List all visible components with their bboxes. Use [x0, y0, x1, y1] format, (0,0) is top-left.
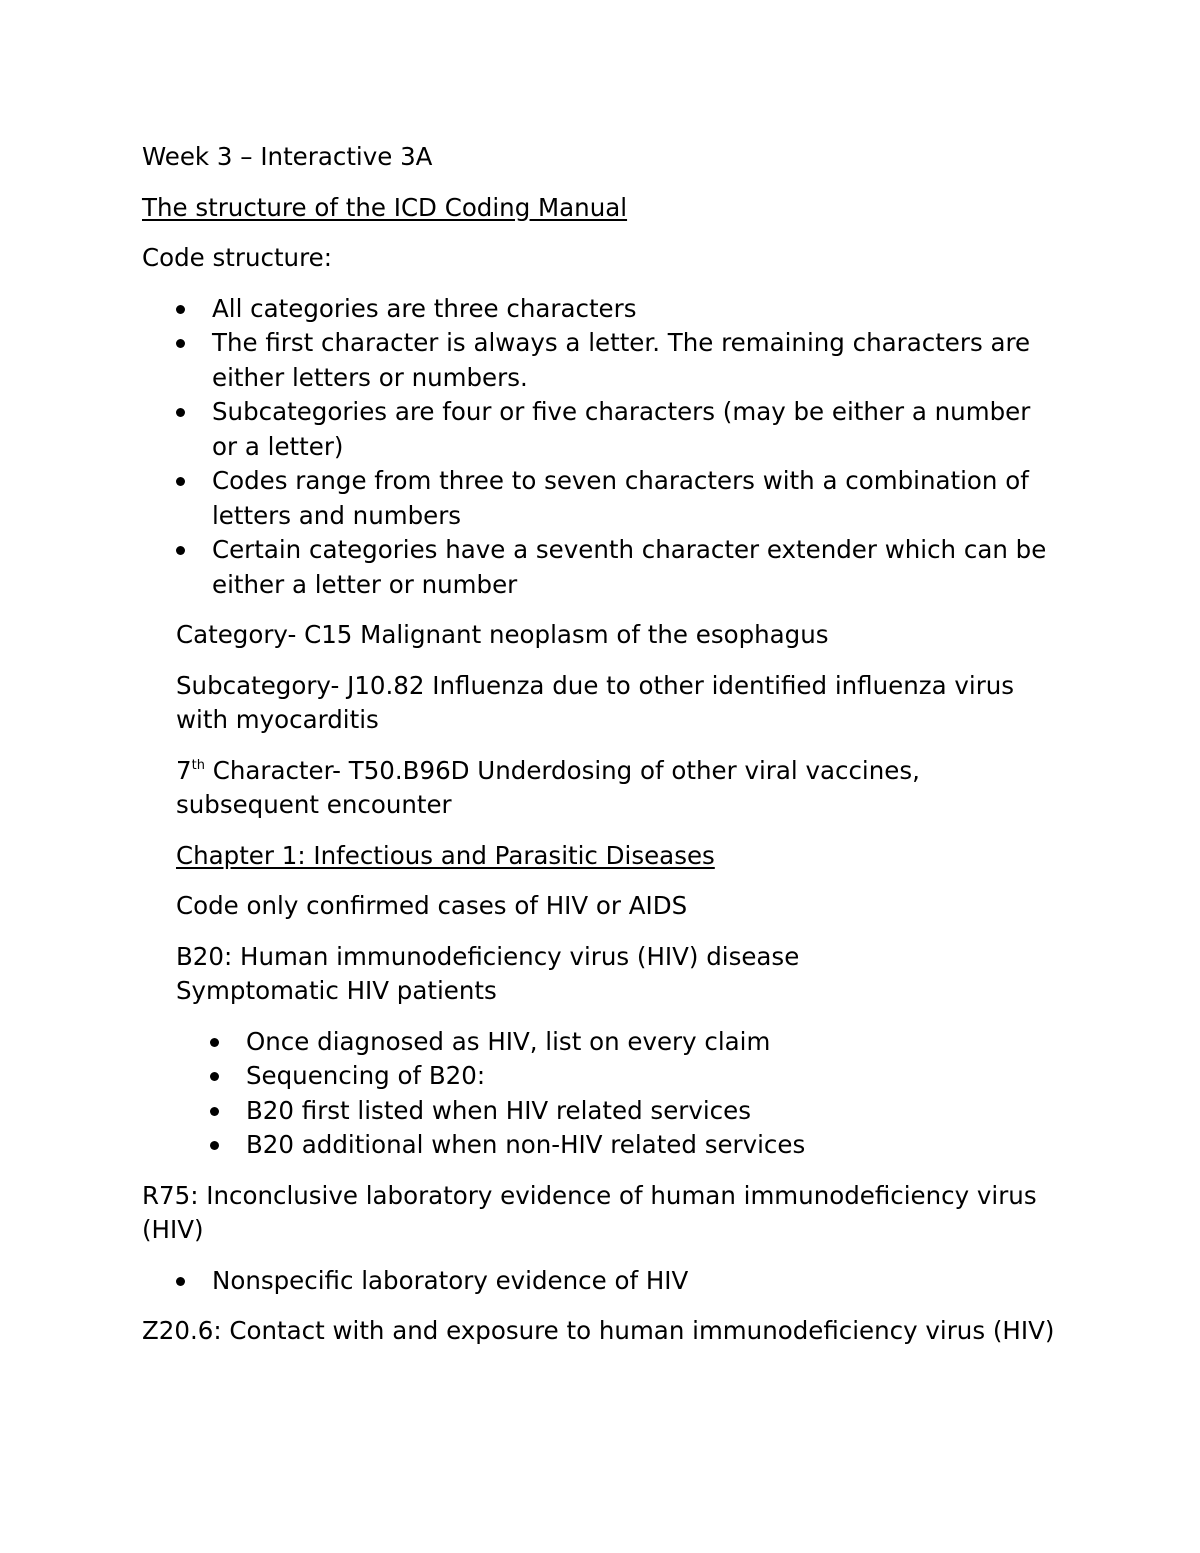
list-item: All categories are three characters: [142, 292, 1062, 327]
seventh-superscript: th: [191, 757, 205, 773]
example-seventh-character: [176, 754, 1062, 823]
chapter-heading: Chapter 1: Infectious and Parasitic Diseases: [176, 840, 715, 870]
code-structure-label: Code structure:: [142, 243, 332, 272]
section-heading: The structure of the ICD Coding Manual: [142, 192, 628, 222]
b20-list: [176, 1025, 1062, 1163]
list-item: B20 first listed when HIV related services: [176, 1094, 1062, 1129]
b20-line1: B20: Human immunodeficiency virus (HIV) disease: [176, 941, 800, 971]
list-item: Certain categories have a seventh character extender which can be either a letter or number: [142, 533, 1062, 602]
document-page: [142, 140, 1062, 1365]
list-item: Subcategories are four or five characters (may be either a number or a letter): [142, 395, 1062, 464]
b20-line2: Symptomatic HIV patients: [176, 976, 497, 1005]
seventh-rest: Character- T50.B96D Underdosing of other viral vaccines, subsequent encounter: [176, 755, 920, 819]
b20-paragraph: [176, 940, 1062, 1009]
list-item: The first character is always a letter. The remaining characters are either letters or numbers.: [142, 326, 1062, 395]
list-item: Sequencing of B20:: [176, 1059, 1062, 1094]
document-title: Week 3 – Interactive 3A: [142, 142, 433, 171]
example-category: Category- C15 Malignant neoplasm of the esophagus: [176, 620, 829, 649]
code-structure-list: [142, 292, 1062, 603]
list-item: Once diagnosed as HIV, list on every claim: [176, 1025, 1062, 1060]
z20-paragraph: Z20.6: Contact with and exposure to human immunodeficiency virus (HIV): [142, 1316, 1055, 1345]
list-item: B20 additional when non-HIV related services: [176, 1128, 1062, 1163]
list-item: Nonspecific laboratory evidence of HIV: [142, 1264, 1062, 1299]
list-item: Codes range from three to seven characters with a combination of letters and numbers: [142, 464, 1062, 533]
example-subcategory: Subcategory- J10.82 Influenza due to other identified influenza virus with myocarditis: [176, 670, 1015, 734]
seventh-prefix: 7: [176, 755, 192, 785]
r75-list: [142, 1264, 1062, 1299]
hiv-note: Code only confirmed cases of HIV or AIDS: [176, 891, 688, 920]
r75-paragraph: R75: Inconclusive laboratory evidence of human immunodeficiency virus (HIV): [142, 1180, 1037, 1244]
